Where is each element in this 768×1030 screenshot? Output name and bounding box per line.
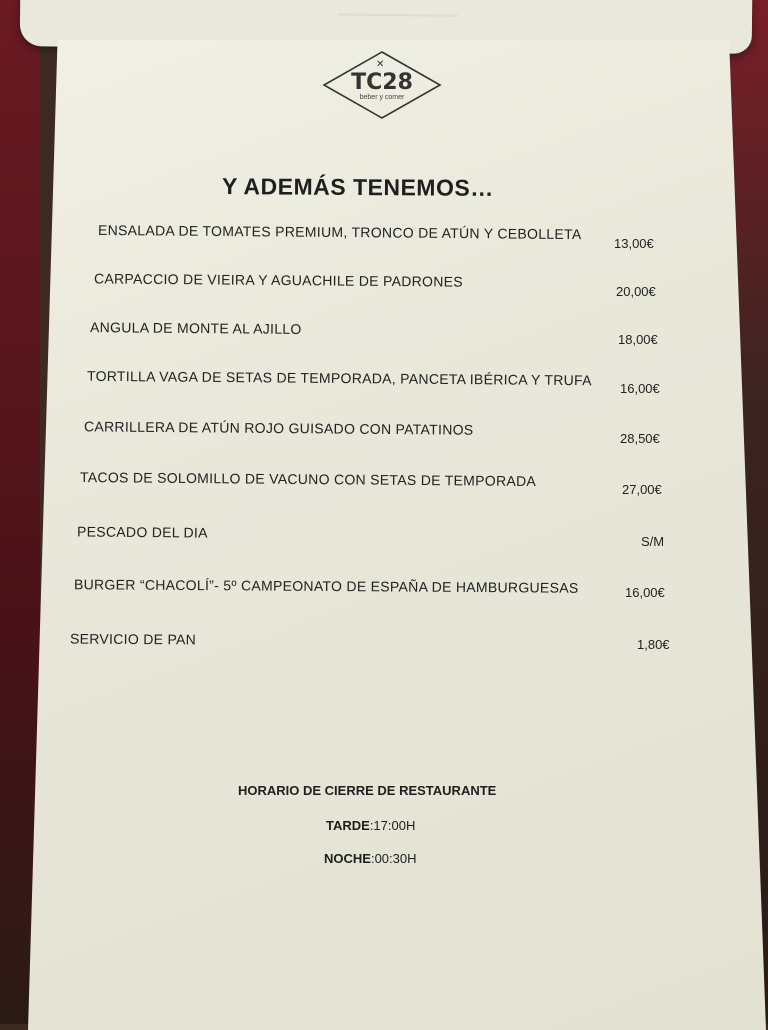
- menu-item-price: 20,00€: [616, 284, 656, 299]
- afternoon-time: :17:00H: [369, 818, 416, 833]
- crossed-utensils-icon: ✕: [376, 59, 385, 70]
- menu-item-price: 16,00€: [620, 381, 660, 396]
- menu-item-name: CARPACCIO DE VIEIRA Y AGUACHILE DE PADRONES: [93, 270, 464, 290]
- menu-item-name: ANGULA DE MONTE AL AJILLO: [89, 319, 302, 337]
- menu-title: Y ADEMÁS TENEMOS…: [221, 173, 494, 201]
- night-time: :00:30H: [370, 851, 417, 866]
- menu-item-price: 1,80€: [637, 637, 670, 652]
- closing-hours-title: HORARIO DE CIERRE DE RESTAURANTE: [238, 783, 497, 798]
- menu-item-name: PESCADO DEL DIA: [76, 523, 208, 541]
- menu-item-name: TORTILLA VAGA DE SETAS DE TEMPORADA, PANCETA IBÉRICA Y TRUFA: [86, 367, 592, 389]
- restaurant-logo: [322, 50, 442, 120]
- logo-name: TC28: [351, 70, 413, 95]
- menu-item-name: TACOS DE SOLOMILLO DE VACUNO CON SETAS DE TEMPORADA: [79, 469, 537, 489]
- menu-item-price: 27,00€: [622, 482, 662, 497]
- closing-hours-night: [324, 851, 417, 866]
- afternoon-label: TARDE: [326, 818, 370, 833]
- menu-item-price: 16,00€: [625, 585, 665, 600]
- menu-item-name: CARRILLERA DE ATÚN ROJO GUISADO CON PATATINOS: [83, 418, 474, 438]
- menu-item-price: 18,00€: [618, 332, 658, 347]
- night-label: NOCHE: [324, 851, 371, 866]
- menu-item-price: S/M: [641, 534, 665, 549]
- menu-item-name: BURGER “CHACOLÍ”- 5º CAMPEONATO DE ESPAÑA DE HAMBURGUESAS: [73, 576, 579, 596]
- menu-item-name: SERVICIO DE PAN: [69, 630, 197, 648]
- menu-item-name: ENSALADA DE TOMATES PREMIUM, TRONCO DE ATÚN Y CEBOLLETA: [97, 221, 582, 243]
- logo-tagline: beber y comer: [359, 94, 405, 101]
- closing-hours-afternoon: [326, 818, 415, 833]
- menu-item-price: 28,50€: [620, 431, 660, 446]
- menu-item-price: 13,00€: [614, 236, 654, 251]
